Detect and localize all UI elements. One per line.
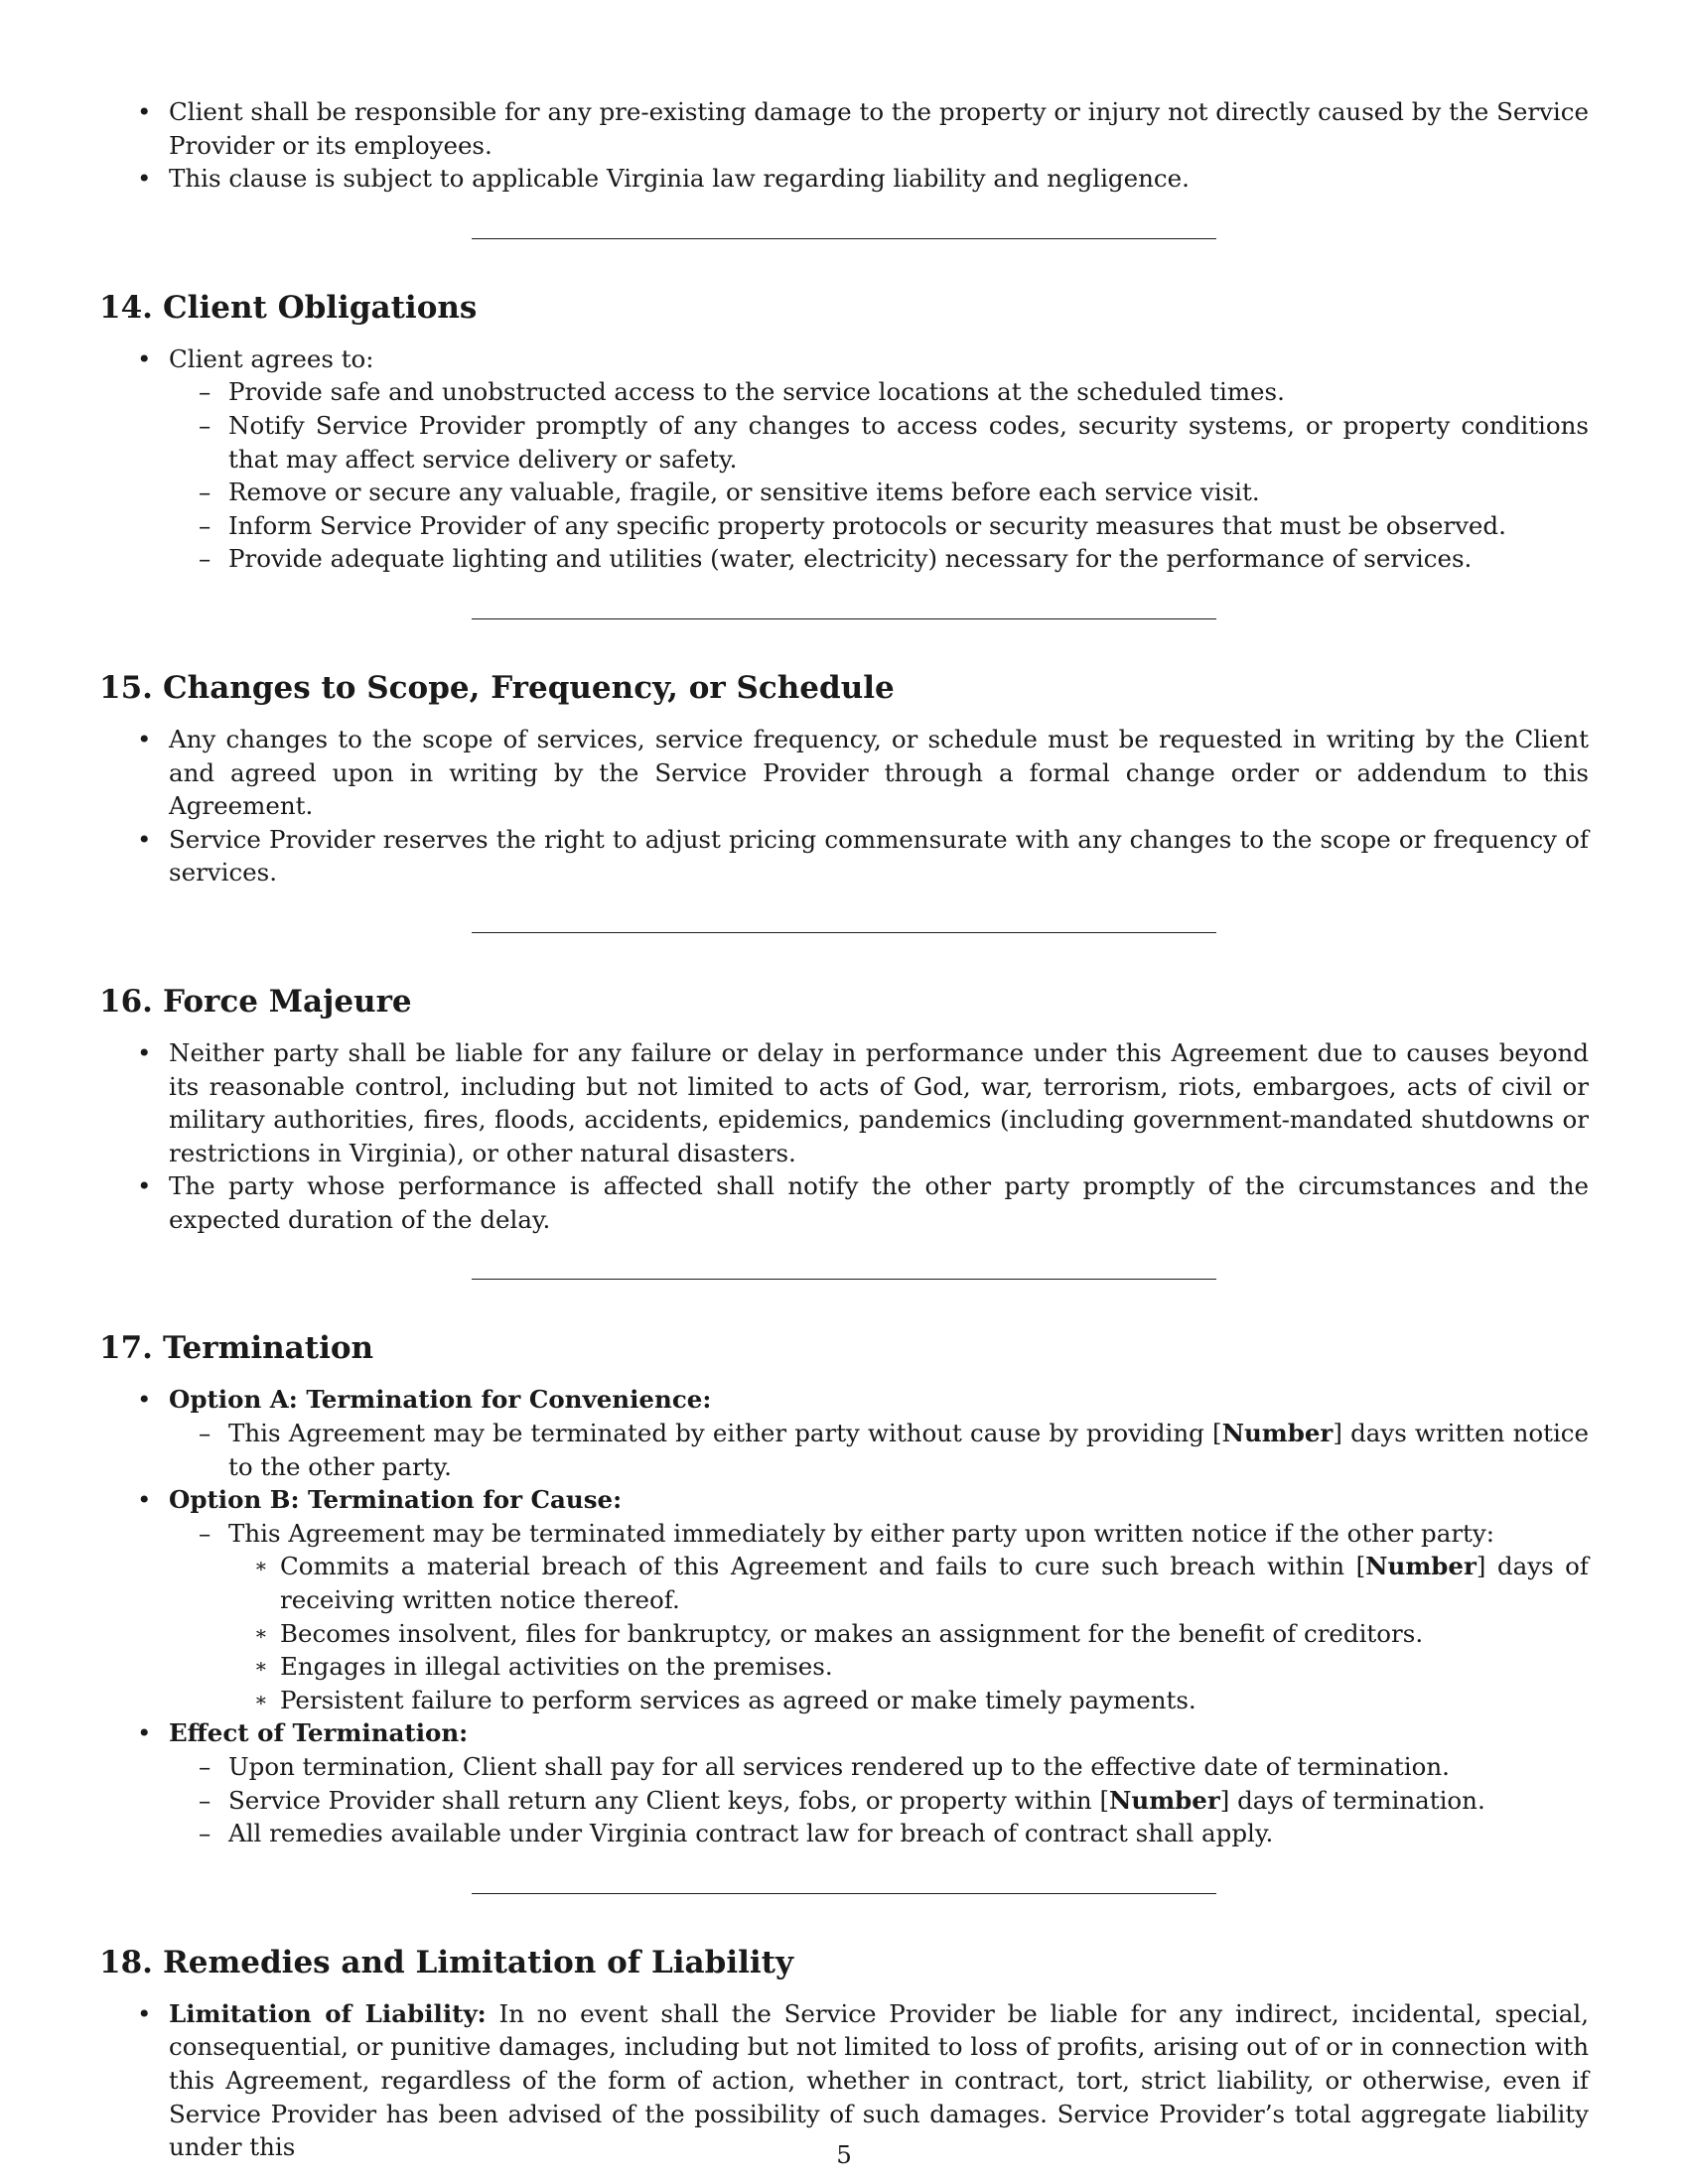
list-item	[99, 1997, 1589, 2164]
section-number: 15.	[99, 669, 153, 706]
text-run: Commits a material breach of this Agreement and fails to cure such breach within [	[280, 1552, 1366, 1581]
document-page	[99, 95, 1589, 2164]
list-item	[99, 1483, 1589, 1716]
section-16-list	[99, 1036, 1589, 1237]
placeholder-number: Number	[1221, 1419, 1334, 1448]
option-a-label: Option A: Termination for Convenience:	[169, 1385, 712, 1415]
text-run: ] days of termination.	[1219, 1785, 1485, 1815]
section-heading-17	[99, 1328, 1589, 1368]
list-item: • The party whose performance is affected shall notify the other party promptly of the circumstances and the expected duration of the delay.	[99, 1169, 1589, 1236]
text-run: ] days written notice to the other party.	[228, 1419, 1590, 1481]
sub-list-item: – Provide safe and unobstructed access to the service locations at the scheduled times.	[169, 375, 1589, 409]
sub-list-item	[169, 1417, 1589, 1483]
placeholder-number: Number	[1109, 1785, 1220, 1815]
sub-list	[169, 1750, 1589, 1850]
sub-sub-list	[228, 1550, 1589, 1716]
section-title: Termination	[163, 1330, 374, 1367]
text-run: This Agreement may be terminated immediately by either party upon written notice if the other party:	[228, 1518, 1494, 1548]
section-heading-15	[99, 668, 1589, 708]
text-run: ] days of receiving written notice thereof.	[280, 1552, 1589, 1615]
text-run: This Agreement may be terminated by either party without cause by providing [	[228, 1419, 1222, 1448]
sub-list	[169, 375, 1589, 576]
page-number: 5	[836, 2140, 852, 2169]
section-number: 14.	[99, 289, 153, 326]
list-item	[99, 1383, 1589, 1483]
section-divider	[472, 238, 1216, 239]
list-item: • This clause is subject to applicable Virginia law regarding liability and negligence.	[99, 162, 1589, 196]
section-divider	[472, 932, 1216, 933]
list-item: • Service Provider reserves the right to adjust pricing commensurate with any changes to the scope or frequency of services.	[99, 823, 1589, 889]
list-item: • Client shall be responsible for any pre-existing damage to the property or injury not directly caused by the Service Provider or its employees.	[99, 95, 1589, 162]
section-14-list	[99, 342, 1589, 576]
sub-list-item: – Upon termination, Client shall pay for all services rendered up to the effective date of termination.	[169, 1750, 1589, 1784]
limitation-label: Limitation of Liability:	[169, 1998, 487, 2028]
section-title: Force Majeure	[163, 983, 412, 1020]
section-title: Remedies and Limitation of Liability	[163, 1944, 793, 1980]
intro-list	[99, 95, 1589, 196]
list-item	[99, 342, 1589, 576]
sub-list-item: – All remedies available under Virginia contract law for breach of contract shall apply.	[169, 1817, 1589, 1850]
sub-list	[169, 1517, 1589, 1717]
sub-list-item: – Provide adequate lighting and utilities (water, electricity) necessary for the performance of services.	[169, 542, 1589, 576]
sub-sub-list-item	[228, 1550, 1589, 1616]
sub-list	[169, 1417, 1589, 1483]
section-divider	[472, 618, 1216, 619]
sub-list-item	[169, 1517, 1589, 1717]
sub-list-item: – Remove or secure any valuable, fragile, or sensitive items before each service visit.	[169, 476, 1589, 509]
sub-list-item: – Inform Service Provider of any specific property protocols or security measures that must be observed.	[169, 509, 1589, 543]
list-item	[99, 1716, 1589, 1849]
section-heading-18	[99, 1943, 1589, 1982]
option-b-label: Option B: Termination for Cause:	[169, 1485, 623, 1515]
section-number: 18.	[99, 1944, 153, 1980]
sub-sub-list-item: ∗ Becomes insolvent, files for bankruptcy, or makes an assignment for the benefit of creditors.	[228, 1617, 1589, 1651]
section-15-list	[99, 723, 1589, 889]
section-number: 16.	[99, 983, 153, 1020]
section-18-list	[99, 1997, 1589, 2164]
section-divider	[472, 1279, 1216, 1280]
list-item: • Neither party shall be liable for any failure or delay in performance under this Agreement due to causes beyond its reasonable control, including but not limited to acts of God, war, terrorism, riots, embargoes, acts of civil or military authorities, fires, floods, accidents, epidemics, pandemics (including government-mandated shutdowns or restrictions in Virginia), or other natural disasters.	[99, 1036, 1589, 1169]
list-item: • Any changes to the scope of services, service frequency, or schedule must be requested in writing by the Client and agreed upon in writing by the Service Provider through a formal change order or addendum to this Agreement.	[99, 723, 1589, 823]
sub-list-item	[169, 1784, 1589, 1818]
section-17-list	[99, 1383, 1589, 1849]
section-divider	[472, 1893, 1216, 1894]
sub-sub-list-item: ∗ Persistent failure to perform services as agreed or make timely payments.	[228, 1684, 1589, 1717]
section-title: Changes to Scope, Frequency, or Schedule	[163, 669, 895, 706]
section-heading-16	[99, 982, 1589, 1022]
sub-sub-list-item: ∗ Engages in illegal activities on the premises.	[228, 1650, 1589, 1684]
placeholder-number: Number	[1365, 1552, 1477, 1581]
section-title: Client Obligations	[163, 289, 478, 326]
sub-list-item: – Notify Service Provider promptly of any changes to access codes, security systems, or property conditions that may affect service delivery or safety.	[169, 409, 1589, 476]
section-heading-14	[99, 288, 1589, 328]
list-item-lead: Client agrees to:	[169, 343, 374, 373]
section-number: 17.	[99, 1330, 153, 1367]
effect-label: Effect of Termination:	[169, 1718, 469, 1748]
text-run: In no event shall the Service Provider be liable for any indirect, incidental, special, consequential, or punitive damages, including but not limited to loss of profits, arising out of or in connection with this Agreement, regardless of the form of action, whether in contract, tort, strict liability, or otherwise, even if Service Provider has been advised of the possibility of such damages. Service Provider’s total aggregate liability under this	[169, 1998, 1589, 2162]
text-run: Service Provider shall return any Client keys, fobs, or property within [	[228, 1785, 1110, 1815]
